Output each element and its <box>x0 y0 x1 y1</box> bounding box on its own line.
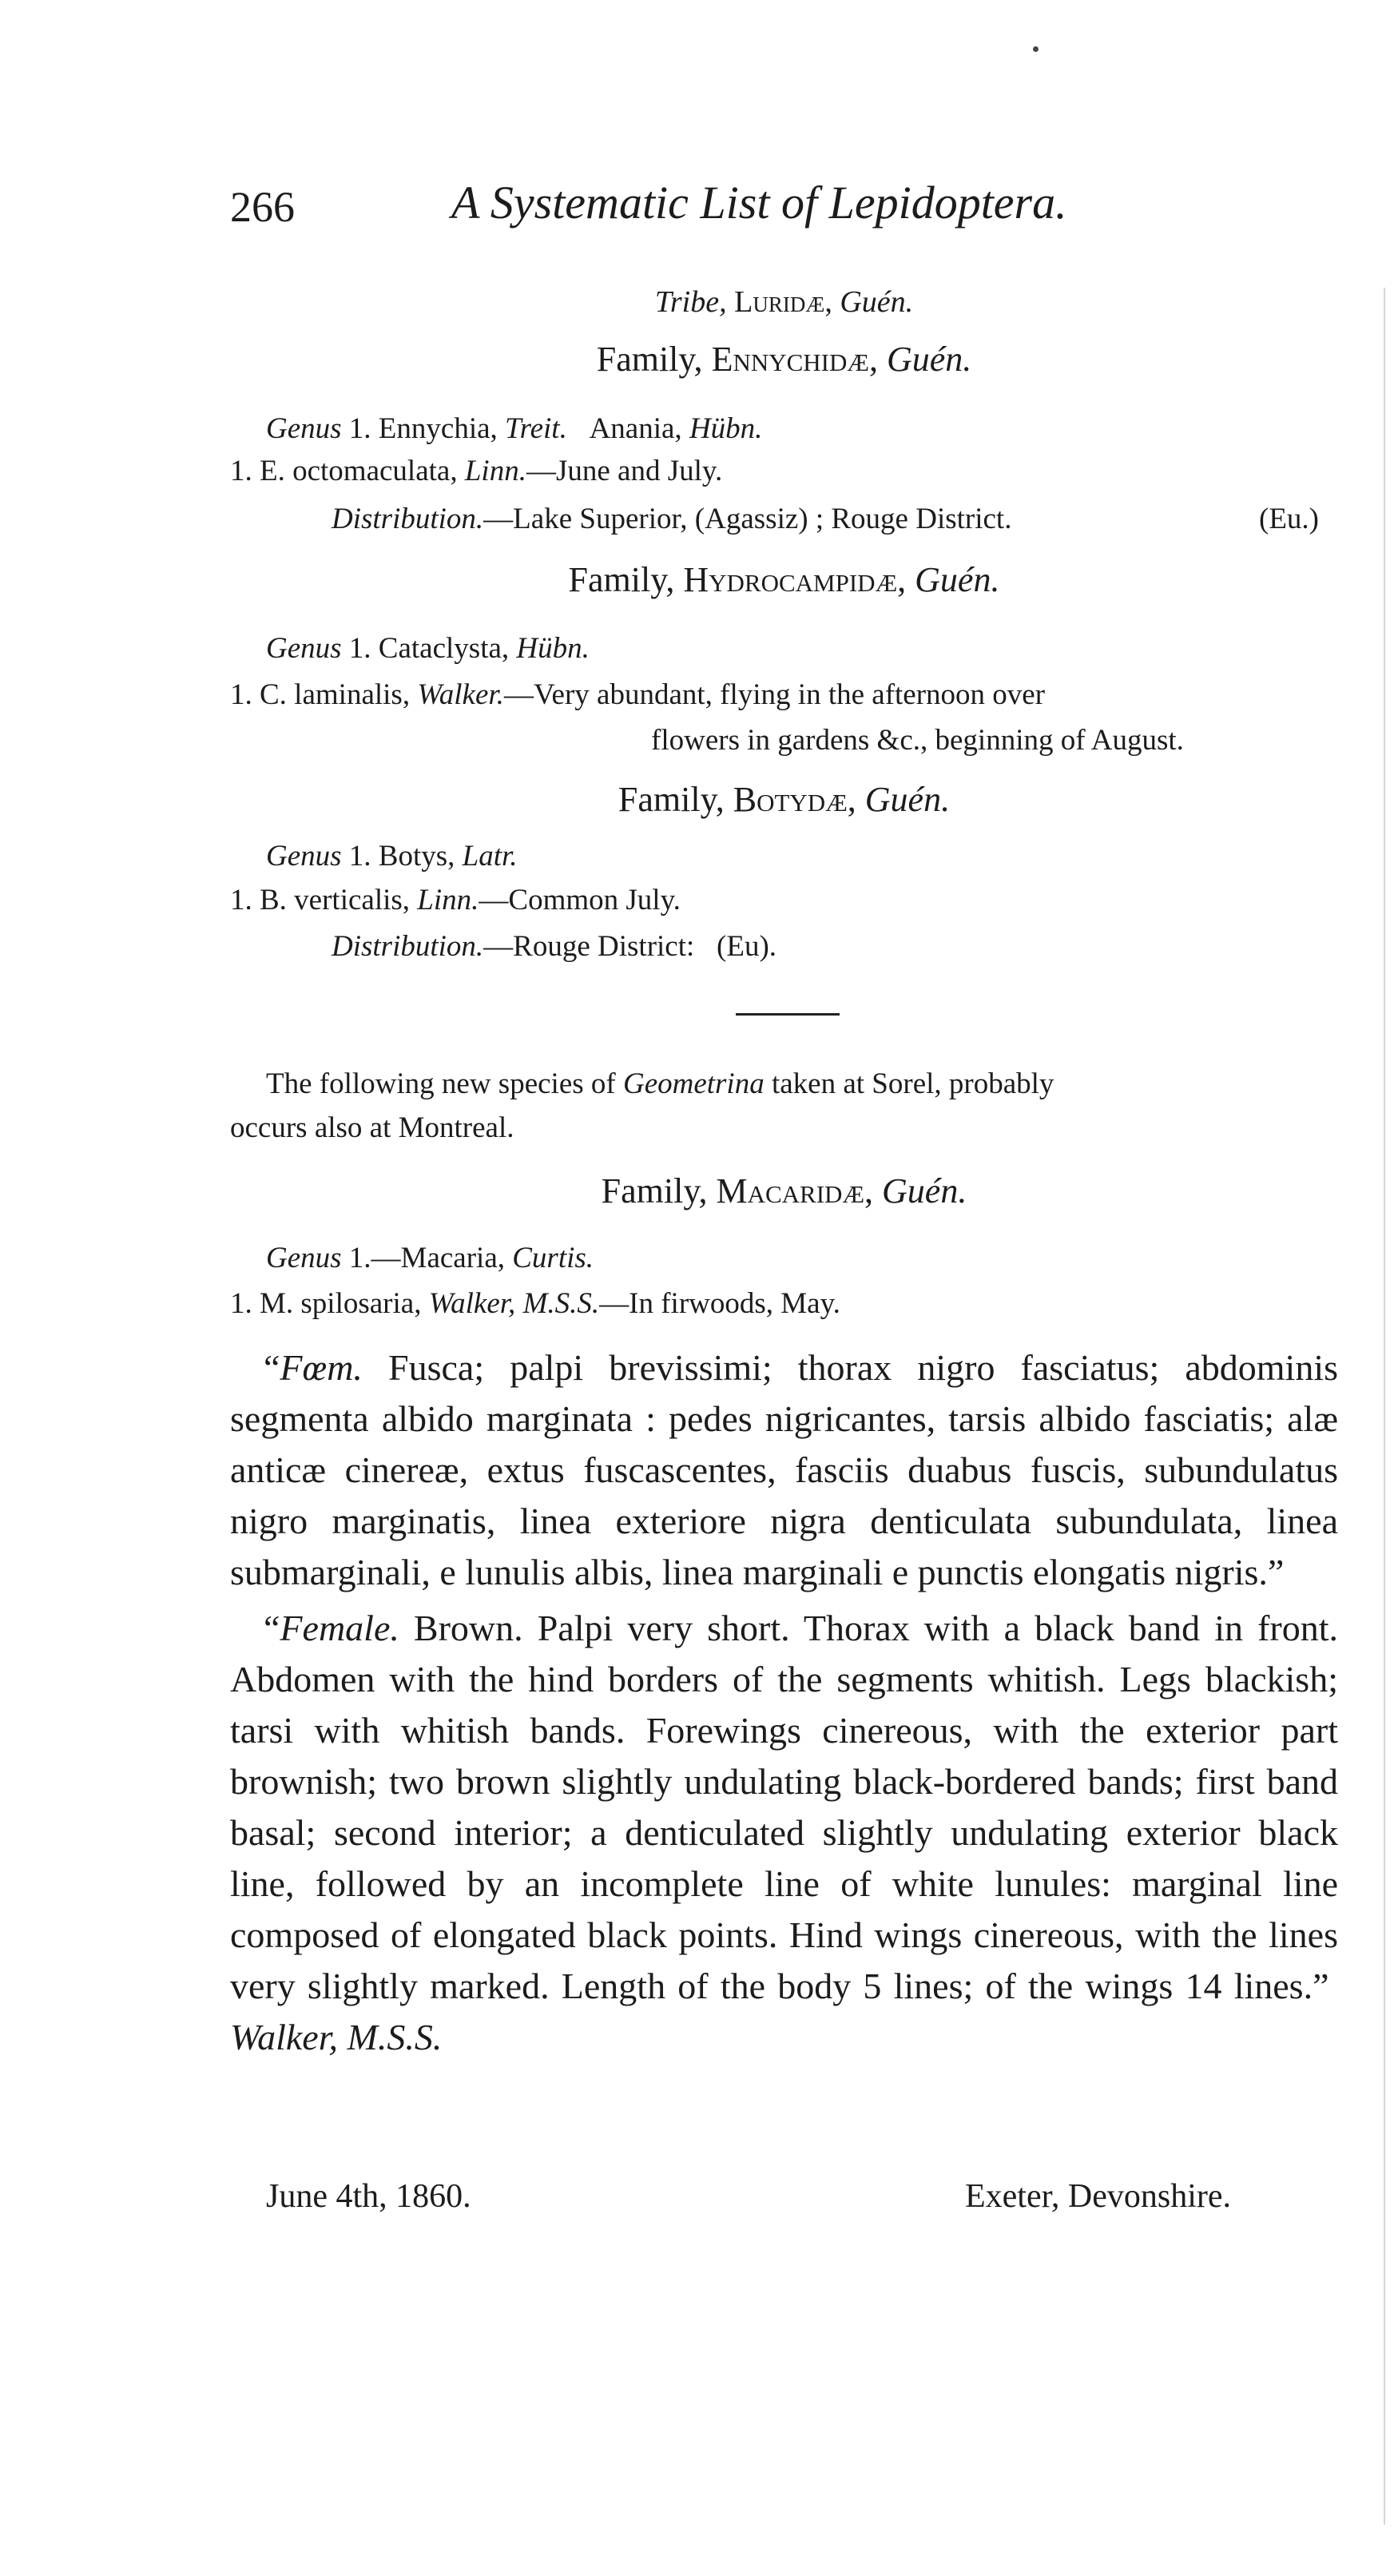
species-line <box>230 1286 840 1321</box>
genus-number: 1. <box>348 632 371 665</box>
species-note: —Very abundant, flying in the afternoon over <box>503 678 1046 711</box>
footer-place: Exeter, Devonshire. <box>965 2178 1232 2215</box>
genus-line <box>266 631 590 666</box>
tribe-heading <box>230 284 1338 320</box>
distribution-text: —Lake Superior, (Agassiz) ; Rouge District. <box>483 503 1012 535</box>
species-name: E. octomaculata, <box>260 455 458 487</box>
species-note: —In firwoods, May. <box>599 1287 840 1320</box>
genus-name: Cataclysta, <box>378 632 510 665</box>
family-label: Family, <box>601 1171 708 1210</box>
genus-number: 1. <box>348 1242 371 1274</box>
section-divider <box>736 1013 840 1016</box>
species-description <box>230 1342 1338 2063</box>
attribution-name: Walker, <box>230 2017 339 2057</box>
family-author: Guén. <box>915 560 1000 599</box>
description-text: Fusca; palpi brevissimi; thorax nigro fasciatus; abdominis segmenta albido marginata : pedes nigricantes, tarsis albido fasciatis; alæ anticæ cinereæ, extus fuscascentes, fasciis duabus fuscis, subundulatus nigro marginatis, linea exteriore nigra denticulata subundulata, linea submarginali, e lunulis albis, linea marginali e punctis elongatis nigris.” <box>230 1347 1338 1592</box>
species-line <box>230 883 681 917</box>
family-label: Family, <box>596 340 703 379</box>
sex-label: Fœm. <box>280 1347 363 1388</box>
species-name: C. laminalis, <box>260 678 411 711</box>
genus-line <box>266 1241 594 1275</box>
genus-name: —Macaria, <box>371 1242 505 1274</box>
family-label: Family, <box>618 780 725 819</box>
family-name: Ennychidæ, <box>711 340 878 379</box>
description-text: Brown. Palpi very short. Thorax with a black band in front. Abdomen with the hind borders of the segments whitish. Legs blackish; tarsi with whitish bands. Forewings cinereous, with the exterior part brownish; two brown slightly undulating black-bordered bands; first band basal; second interior; a denticulated slightly undulating exterior black line, followed by an incomplete line of white lunules: marginal line composed of elongated black points. Hind wings cinereous, with the lines very slightly marked. Length of the body 5 lines; of the wings 14 lines.” <box>230 1608 1338 2006</box>
species-note: —June and July. <box>526 455 723 487</box>
distribution-text: —Rouge District: <box>483 930 695 963</box>
quote-open: “ <box>264 1608 280 1648</box>
quote-open: “ <box>264 1347 280 1388</box>
species-number: 1. <box>230 455 252 487</box>
distribution-line <box>332 502 1011 536</box>
genus-label: Genus <box>266 632 342 665</box>
genus-number: 1. <box>348 412 371 445</box>
species-name: B. verticalis, <box>260 884 411 916</box>
species-number: 1. <box>230 884 252 916</box>
family-name: Botydæ, <box>733 780 856 819</box>
intro-text: The following new species of <box>266 1067 616 1100</box>
page-edge-line <box>1384 288 1385 2525</box>
species-number: 1. <box>230 1287 252 1320</box>
distribution-region: (Eu). <box>717 930 777 963</box>
species-name: M. spilosaria, <box>260 1287 422 1320</box>
distribution-label: Distribution. <box>332 503 484 535</box>
genus-author: Hübn. <box>516 632 590 665</box>
species-note: —Common July. <box>479 884 681 916</box>
footer-date: June 4th, 1860. <box>266 2178 471 2215</box>
family-author: Guén. <box>886 340 972 379</box>
intro-line-2: occurs also at Montreal. <box>230 1111 514 1144</box>
family-author: Guén. <box>864 780 951 819</box>
genus-name: Ennychia, <box>378 412 498 445</box>
genus-synonym: Anania, <box>589 412 682 445</box>
genus-label: Genus <box>266 840 342 873</box>
tribe-label: Tribe, <box>654 285 727 319</box>
sex-label: Female. <box>280 1608 399 1648</box>
family-label: Family, <box>568 560 675 599</box>
intro-genus: Geometrina <box>622 1067 765 1100</box>
page-number: 266 <box>230 183 295 231</box>
family-heading <box>230 779 1338 820</box>
species-number: 1. <box>230 678 252 711</box>
latin-description <box>230 1342 1338 1598</box>
species-note-continued: flowers in gardens &c., beginning of August. <box>651 724 1184 757</box>
genus-number: 1. <box>348 840 371 873</box>
distribution-region: (Eu.) <box>1259 503 1319 535</box>
species-author: Walker, <box>428 1287 516 1320</box>
species-author: Linn. <box>417 884 479 916</box>
genus-author: Latr. <box>462 840 518 873</box>
genus-label: Genus <box>266 412 342 445</box>
species-line <box>230 454 722 488</box>
ink-speck <box>1033 46 1039 52</box>
species-author: Walker. <box>417 678 504 711</box>
intro-text: taken at Sorel, probably <box>771 1067 1054 1100</box>
species-author: Linn. <box>464 455 526 487</box>
intro-line-1 <box>266 1067 1054 1101</box>
genus-name: Botys, <box>378 840 455 873</box>
family-heading <box>230 559 1338 600</box>
genus-author: Treit. <box>505 412 567 445</box>
english-description <box>230 1603 1338 2063</box>
tribe-name: Luridæ, <box>734 285 832 319</box>
genus-line <box>266 411 762 446</box>
genus-line <box>266 839 518 873</box>
attribution-ms: M.S.S. <box>347 2017 443 2057</box>
family-heading <box>230 1171 1338 1211</box>
species-ms: M.S.S. <box>522 1287 600 1320</box>
genus-label: Genus <box>266 1242 342 1274</box>
family-heading <box>230 339 1338 380</box>
species-line <box>230 678 1338 712</box>
distribution-label: Distribution. <box>332 930 484 963</box>
running-title: A Systematic List of Lepidoptera. <box>451 177 1067 229</box>
family-name: Macaridæ, <box>716 1171 874 1210</box>
tribe-author: Guén. <box>840 285 914 319</box>
family-name: Hydrocampidæ, <box>683 560 907 599</box>
distribution-line <box>332 929 776 964</box>
genus-author: Curtis. <box>512 1242 594 1274</box>
genus-synonym-author: Hübn. <box>689 412 763 445</box>
family-author: Guén. <box>882 1171 967 1210</box>
